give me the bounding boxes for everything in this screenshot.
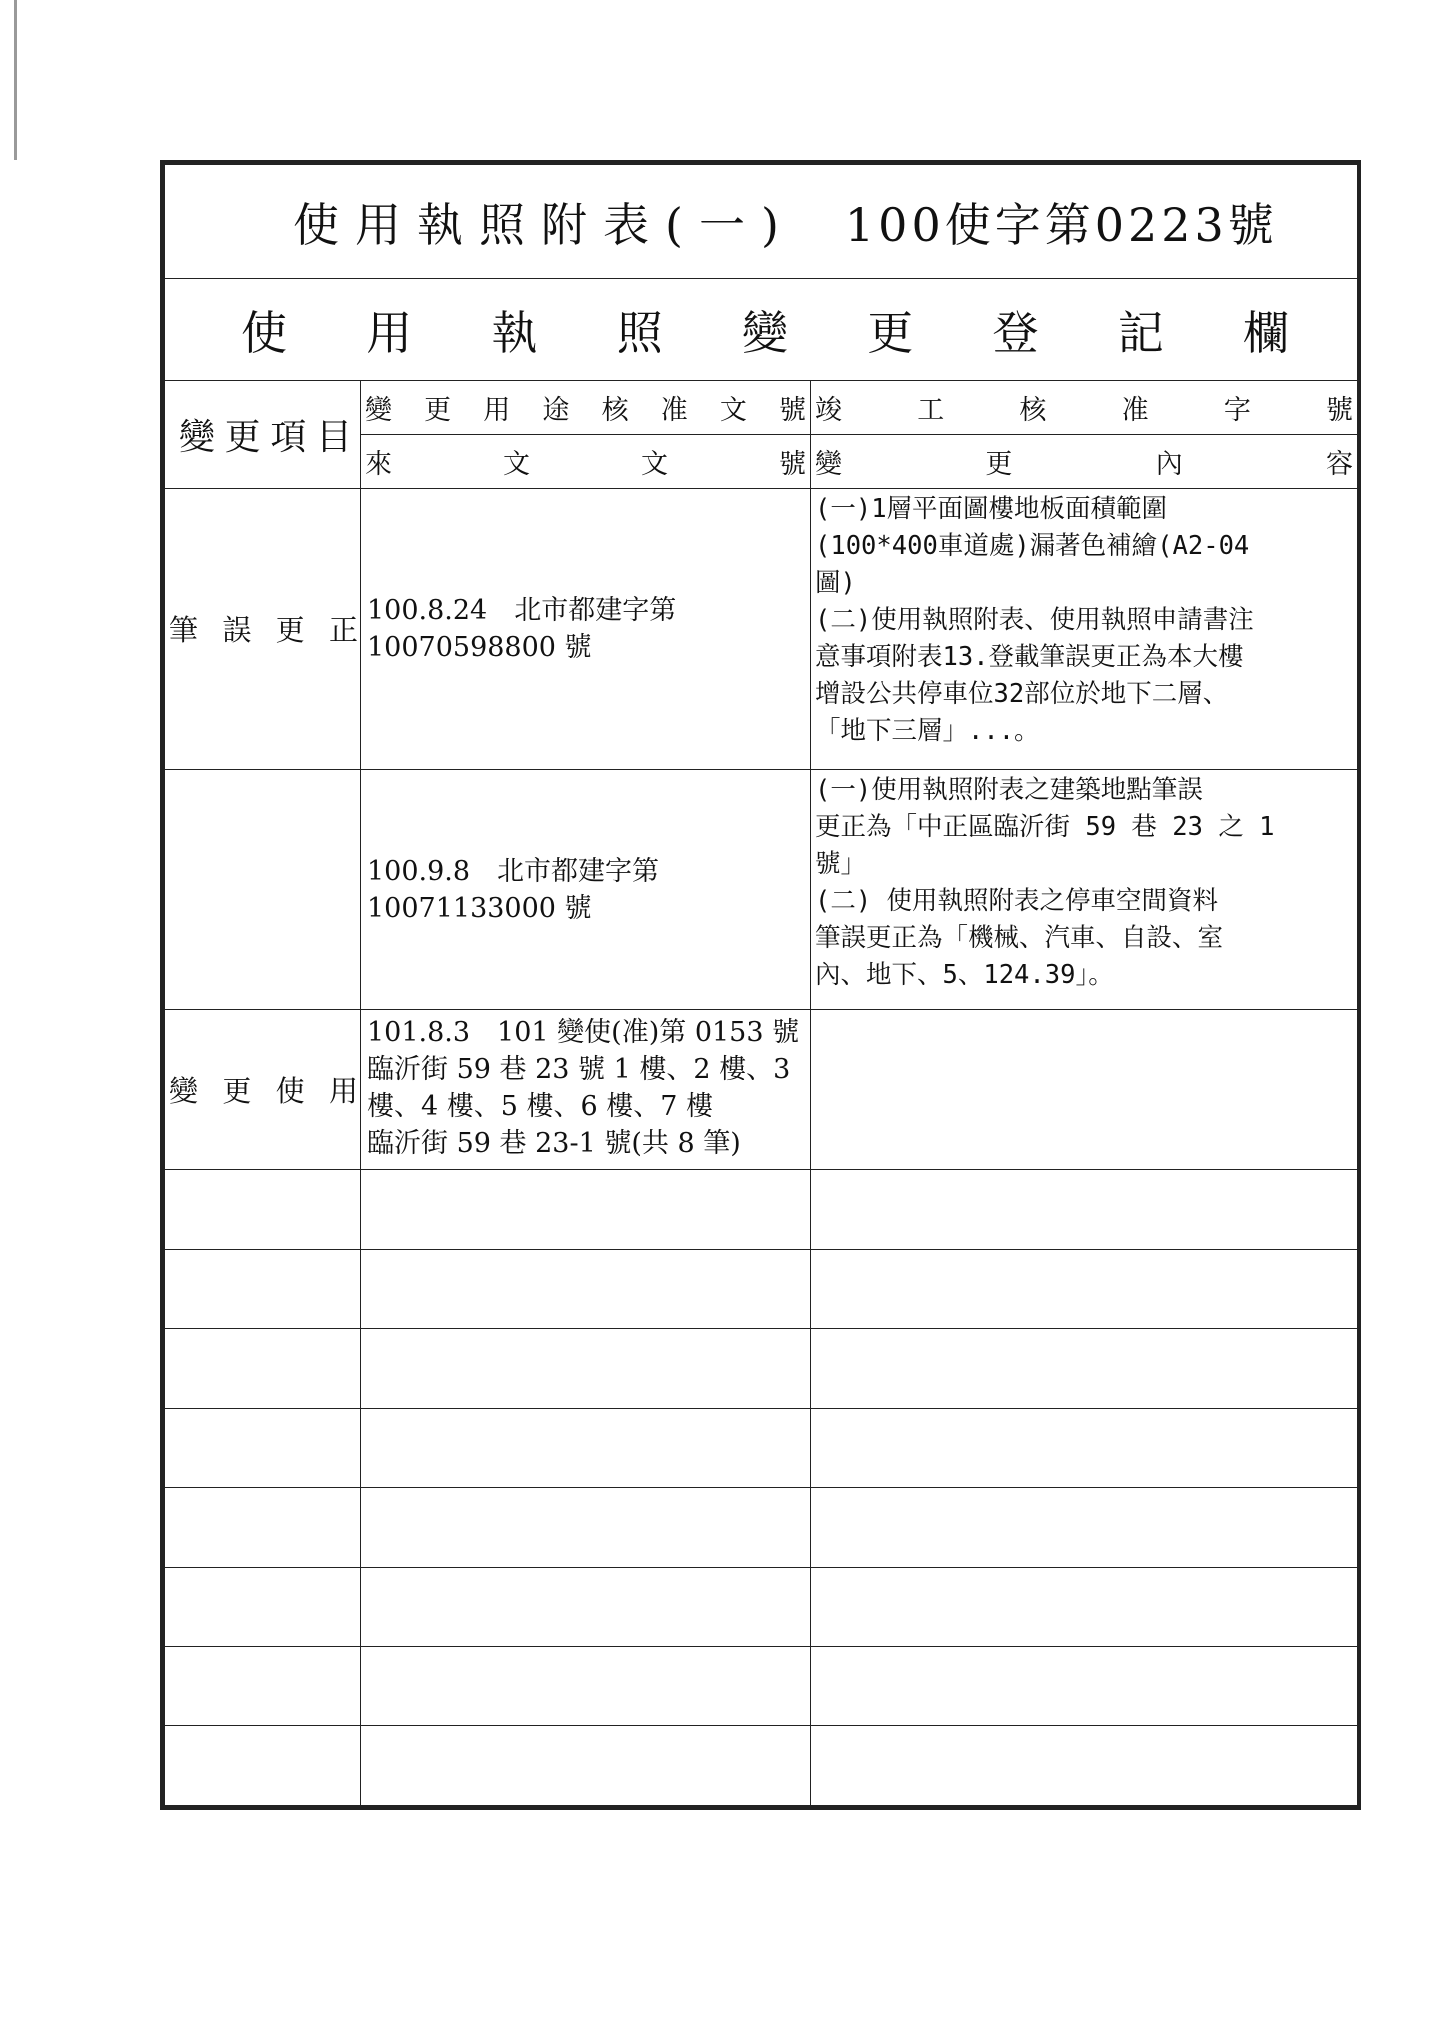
section-title-char: 執 [491, 305, 538, 360]
incoming-doc-line: 10070598800 號 [367, 631, 592, 663]
scan-edge-mark [14, 0, 17, 160]
change-content-line: (一)1層平面圖樓地板面積範圍 [815, 493, 1168, 524]
empty-row [165, 1170, 1358, 1249]
approval-doc-header-char: 文 [719, 394, 747, 426]
incoming-doc-line: 100.9.8 北市都建字第 [367, 855, 660, 887]
record-row [165, 1010, 1358, 1170]
change-item-header-char: 更 [224, 416, 261, 458]
change-content-cell [811, 1010, 1358, 1170]
change-item-cell [165, 1010, 361, 1170]
approval-doc-header-char: 更 [424, 394, 452, 426]
change-item-char: 誤 [222, 613, 252, 648]
incoming-doc-line: 100.8.24 北市都建字第 [367, 594, 677, 626]
empty-cell [165, 1408, 361, 1487]
form-name: 使用執照附表(一) [293, 197, 795, 252]
incoming-doc-line: 101.8.3 101 變使(准)第 0153 號 [367, 1017, 800, 1049]
change-item-char: 更 [275, 613, 305, 648]
form-table [164, 164, 1358, 1806]
empty-cell [165, 1646, 361, 1725]
section-title-char: 記 [1117, 305, 1164, 360]
approval-doc-header-char: 號 [778, 394, 806, 426]
change-item-char: 筆 [169, 613, 199, 648]
change-content-line: (一)使用執照附表之建築地點筆誤 [815, 775, 1203, 806]
change-content-line: 筆誤更正為「機械、汽車、自設、室 [815, 923, 1224, 954]
empty-row [165, 1329, 1358, 1408]
incoming-doc-cell [361, 770, 811, 1010]
change-content-header-char: 容 [1326, 448, 1354, 480]
empty-cell [811, 1329, 1358, 1408]
incoming-doc-cell [361, 1010, 811, 1170]
approval-doc-header-char: 途 [542, 394, 570, 426]
empty-cell [165, 1726, 361, 1806]
empty-cell [165, 1249, 361, 1328]
header-completion-approval [811, 380, 1358, 434]
incoming-doc-line: 臨沂街 59 巷 23 號 1 樓、2 樓、3 [367, 1054, 791, 1086]
empty-cell [811, 1726, 1358, 1806]
empty-row [165, 1726, 1358, 1806]
change-content-cell [811, 770, 1358, 1010]
incoming-doc-cell [361, 488, 811, 769]
incoming-doc-line: 樓、4 樓、5 樓、6 樓、7 樓 [367, 1091, 714, 1123]
empty-row [165, 1567, 1358, 1646]
license-change-form [160, 160, 1361, 1810]
empty-cell [361, 1488, 811, 1567]
section-title-char: 變 [742, 305, 788, 360]
change-content-line: 號」 [815, 849, 867, 880]
section-title-char: 照 [616, 305, 663, 360]
empty-row [165, 1249, 1358, 1328]
empty-cell [165, 1488, 361, 1567]
empty-row [165, 1408, 1358, 1487]
empty-cell [361, 1408, 811, 1487]
completion-header-char: 竣 [815, 394, 842, 426]
section-title [165, 279, 1358, 381]
change-content-line: 更正為「中正區臨沂街 59 巷 23 之 1 [815, 812, 1275, 843]
completion-header-char: 字 [1223, 394, 1251, 426]
change-content-line: 內、地下、5、124.39」。 [815, 960, 1114, 991]
change-item-char: 更 [222, 1074, 252, 1109]
incoming-doc-line: 10071133000 號 [367, 892, 592, 924]
empty-cell [361, 1249, 811, 1328]
empty-row [165, 1488, 1358, 1567]
change-content-cell [811, 488, 1358, 769]
empty-row [165, 1646, 1358, 1725]
section-title-char: 用 [366, 305, 413, 360]
change-content-line: 意事項附表13.登載筆誤更正為本大樓 [815, 641, 1244, 672]
form-title [165, 165, 1358, 279]
incoming-doc-line: 臨沂街 59 巷 23-1 號(共 8 筆) [367, 1128, 741, 1160]
change-content-header-char: 變 [815, 448, 842, 480]
record-row [165, 770, 1358, 1010]
completion-header-char: 准 [1121, 394, 1149, 426]
header-approval-doc [361, 380, 811, 434]
change-item-header-char: 項 [270, 416, 307, 458]
empty-cell [811, 1170, 1358, 1249]
empty-cell [361, 1567, 811, 1646]
change-content-line: 「地下三層」...。 [815, 715, 1040, 746]
change-item-char: 用 [328, 1074, 358, 1109]
incoming-doc-header-char: 文 [503, 448, 530, 480]
change-content-line: 圖) [815, 567, 856, 598]
change-item-header-char: 目 [315, 416, 352, 458]
section-title-text [165, 297, 1357, 363]
incoming-doc-header-char: 文 [641, 448, 668, 480]
change-item-header-char: 變 [179, 416, 216, 458]
empty-cell [811, 1646, 1358, 1725]
change-item-char: 使 [275, 1074, 305, 1109]
empty-cell [811, 1567, 1358, 1646]
change-item-cell [165, 770, 361, 1010]
header-incoming-doc [361, 434, 811, 488]
change-content-line: 增設公共停車位32部位於地下二層、 [815, 678, 1229, 709]
empty-cell [361, 1329, 811, 1408]
change-content-header-char: 內 [1155, 448, 1183, 480]
header-change-item [165, 380, 361, 488]
change-content-line: (100*400車道處)漏著色補繪(A2-04 [815, 530, 1250, 561]
completion-header-char: 號 [1326, 394, 1354, 426]
empty-cell [165, 1329, 361, 1408]
empty-cell [811, 1408, 1358, 1487]
approval-doc-header-char: 變 [365, 394, 392, 426]
change-content-line: (二) 使用執照附表之停車空間資料 [815, 886, 1219, 917]
empty-cell [811, 1249, 1358, 1328]
empty-cell [165, 1170, 361, 1249]
section-title-char: 使 [241, 305, 287, 360]
empty-cell [361, 1646, 811, 1725]
approval-doc-header-char: 核 [601, 394, 629, 426]
completion-header-char: 工 [917, 394, 945, 426]
empty-cell [361, 1170, 811, 1249]
empty-cell [361, 1726, 811, 1806]
change-content-header-char: 更 [985, 448, 1013, 480]
change-content-line: (二)使用執照附表、使用執照申請書注 [815, 604, 1254, 635]
record-row [165, 488, 1358, 769]
approval-doc-header-char: 准 [660, 394, 688, 426]
change-item-char: 正 [328, 613, 358, 648]
change-item-char: 變 [169, 1074, 199, 1109]
change-item-cell [165, 488, 361, 769]
section-title-char: 更 [867, 305, 914, 360]
section-title-char: 登 [992, 305, 1039, 360]
completion-header-char: 核 [1019, 394, 1047, 426]
empty-cell [811, 1488, 1358, 1567]
header-change-content [811, 434, 1358, 488]
approval-doc-header-char: 用 [483, 394, 511, 426]
incoming-doc-header-char: 號 [779, 448, 806, 480]
empty-cell [165, 1567, 361, 1646]
license-number: 100使字第0223號 [844, 197, 1278, 252]
section-title-char: 欄 [1243, 305, 1289, 360]
incoming-doc-header-char: 來 [365, 448, 392, 480]
